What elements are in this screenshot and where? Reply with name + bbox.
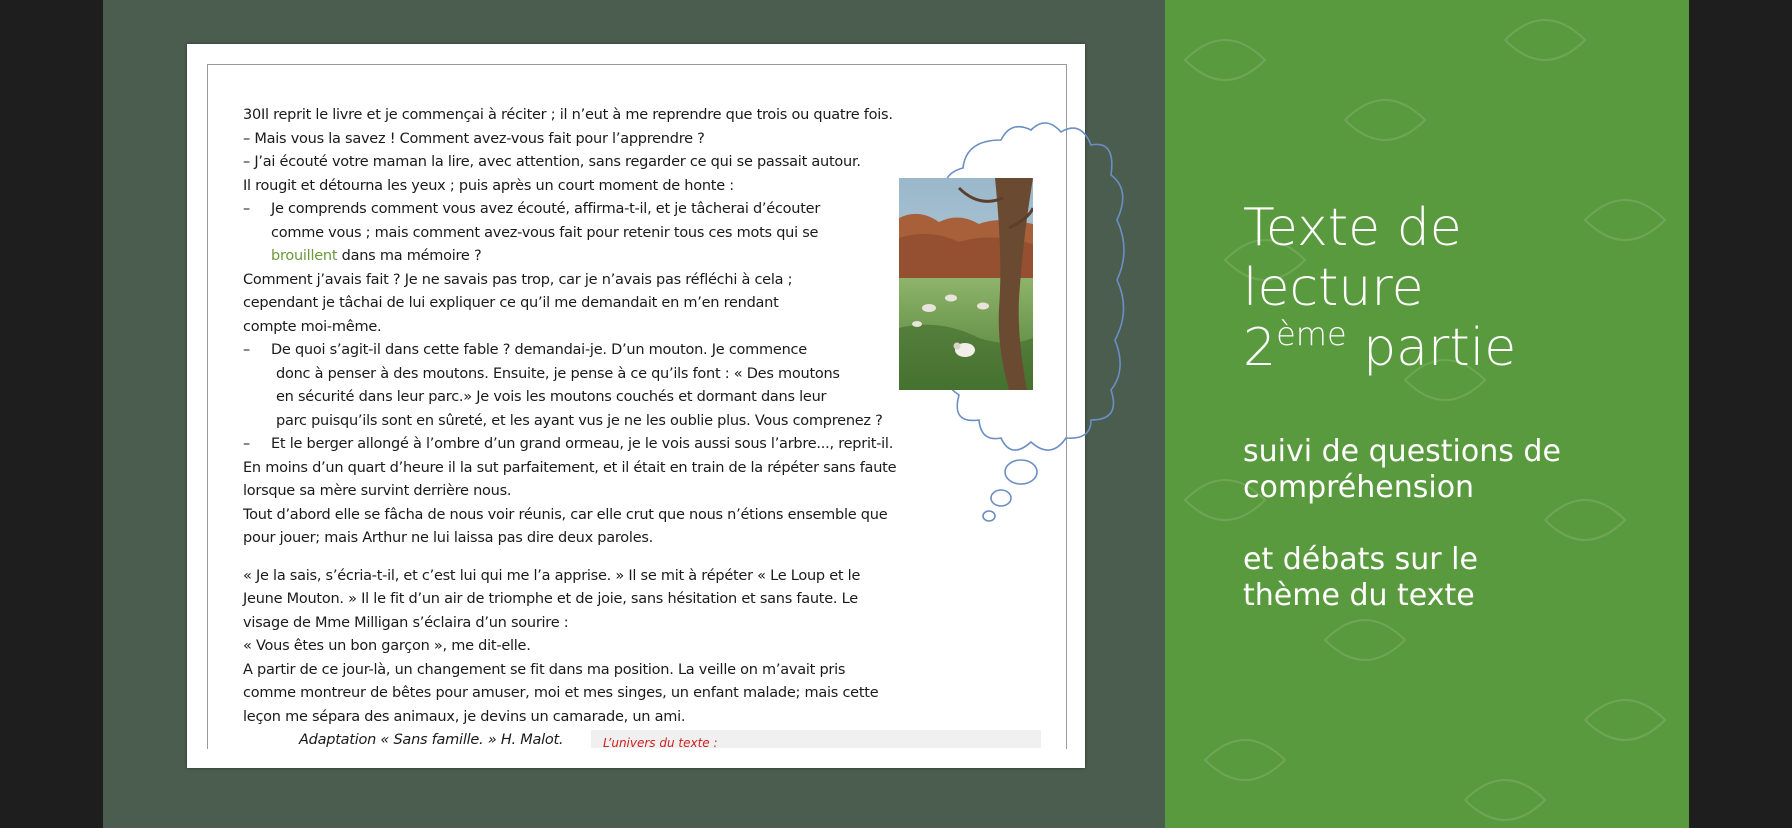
text-line: A partir de ce jour-là, un changement se fit dans ma position. La veille on m’avait pris [243,661,846,678]
text-line: lorsque sa mère survint derrière nous. [243,483,512,499]
text-line: – Mais vous la savez ! Comment avez-vous fait pour l’apprendre ? [243,130,705,147]
subtitle-line: compréhension [1243,470,1475,505]
dash: – [243,342,250,358]
text-span: De quoi s’agit-il dans cette fable ? demandai-je. D’un mouton. Je commence [271,342,807,358]
title-panel [1165,0,1689,828]
text-line: Tout d’abord elle se fâcha de nous voir réunis, car elle crut que nous n’étions ensemble que [243,506,888,523]
title-line: lecture [1243,258,1424,318]
text-line: comme montreur de bêtes pour amuser, moi et mes singes, un enfant malade; mais cette [243,685,879,701]
subtitle-line: suivi de questions de [1243,434,1561,469]
slide-title [1243,198,1516,378]
subtitle-line: thème du texte [1243,578,1475,613]
slide [103,0,1689,828]
text-line: parc puisqu’ils sont en sûreté, et les ayant vus je ne les oublie plus. Vous comprenez ? [276,412,883,429]
text-line: en sécurité dans leur parc.» Je vois les moutons couchés et dormant dans leur [276,389,827,405]
text-line: donc à penser à des moutons. Ensuite, je pense à ce qu’ils font : « Des moutons [276,365,840,382]
title-superscript: ème [1276,315,1347,353]
text-line: visage de Mme Milligan s’éclaira d’un sourire : [243,614,569,631]
document-image [187,44,1085,768]
title-number: 2 [1243,318,1277,378]
leaf-pattern [1165,0,1689,828]
text-line: compte moi-même. [243,318,382,335]
next-section-header [591,730,1041,748]
text-line: pour jouer; mais Arthur ne lui laissa pas dire deux paroles. [243,530,654,546]
text-line [243,339,983,363]
text-line: « Je la sais, s’écria-t-il, et c’est lui qui me l’a apprise. » Il se mit à répéter « Le Loup et le [243,567,861,584]
text-line [243,198,983,222]
text-line: Il rougit et détourna les yeux ; puis après un court moment de honte : [243,177,734,194]
text-line: « Vous êtes un bon garçon », me dit-elle. [243,638,531,654]
dash: – [243,201,250,217]
dash: – [243,436,250,452]
text-span: Et le berger allongé à l’ombre d’un grand ormeau, je le vois aussi sous l’arbre..., reprit-il. [271,436,894,452]
next-section-label: L’univers du texte : [603,736,718,748]
title-word: partie [1346,318,1517,378]
subtitle-debates [1243,542,1478,614]
text-line [243,245,983,269]
subtitle-questions [1243,434,1561,506]
text-line: Jeune Mouton. » Il le fit d’un air de triomphe et de joie, sans hésitation et sans faute. Le [243,591,858,607]
text-line: En moins d’un quart d’heure il la sut parfaitement, et il était en train de la répéter sans faute [243,459,897,476]
text-span: dans ma mémoire ? [337,248,482,264]
text-line [243,433,983,457]
document-text [243,104,983,753]
paragraph-gap [243,551,983,565]
text-line: cependant je tâchai de lui expliquer ce qu’il me demandait en m’en rendant [243,295,779,311]
title-line [1243,315,1517,378]
sheep-meadow-painting [899,178,1033,390]
text-line: Comment j’avais fait ? Je ne savais pas trop, car je n’avais pas réfléchi à cela ; [243,271,793,288]
text-line: – J’ai écouté votre maman la lire, avec attention, sans regarder ce qui se passait autour. [243,154,861,170]
title-line: Texte de [1243,198,1462,258]
text-line: comme vous ; mais comment avez-vous fait pour retenir tous ces mots qui se [271,224,819,241]
text-line: leçon me sépara des animaux, je devins un camarade, un ami. [243,708,686,725]
subtitle-line: et débats sur le [1243,542,1478,577]
vocab-word: brouillent [271,248,338,264]
text-line: 30Il reprit le livre et je commençai à réciter ; il n’eut à me reprendre que trois ou quatre fois. [243,107,893,123]
text-span: Je comprends comment vous avez écouté, affirma-t-il, et je tâcherai d’écouter [271,201,821,217]
citation: Adaptation « Sans famille. » H. Malot. [299,732,564,748]
